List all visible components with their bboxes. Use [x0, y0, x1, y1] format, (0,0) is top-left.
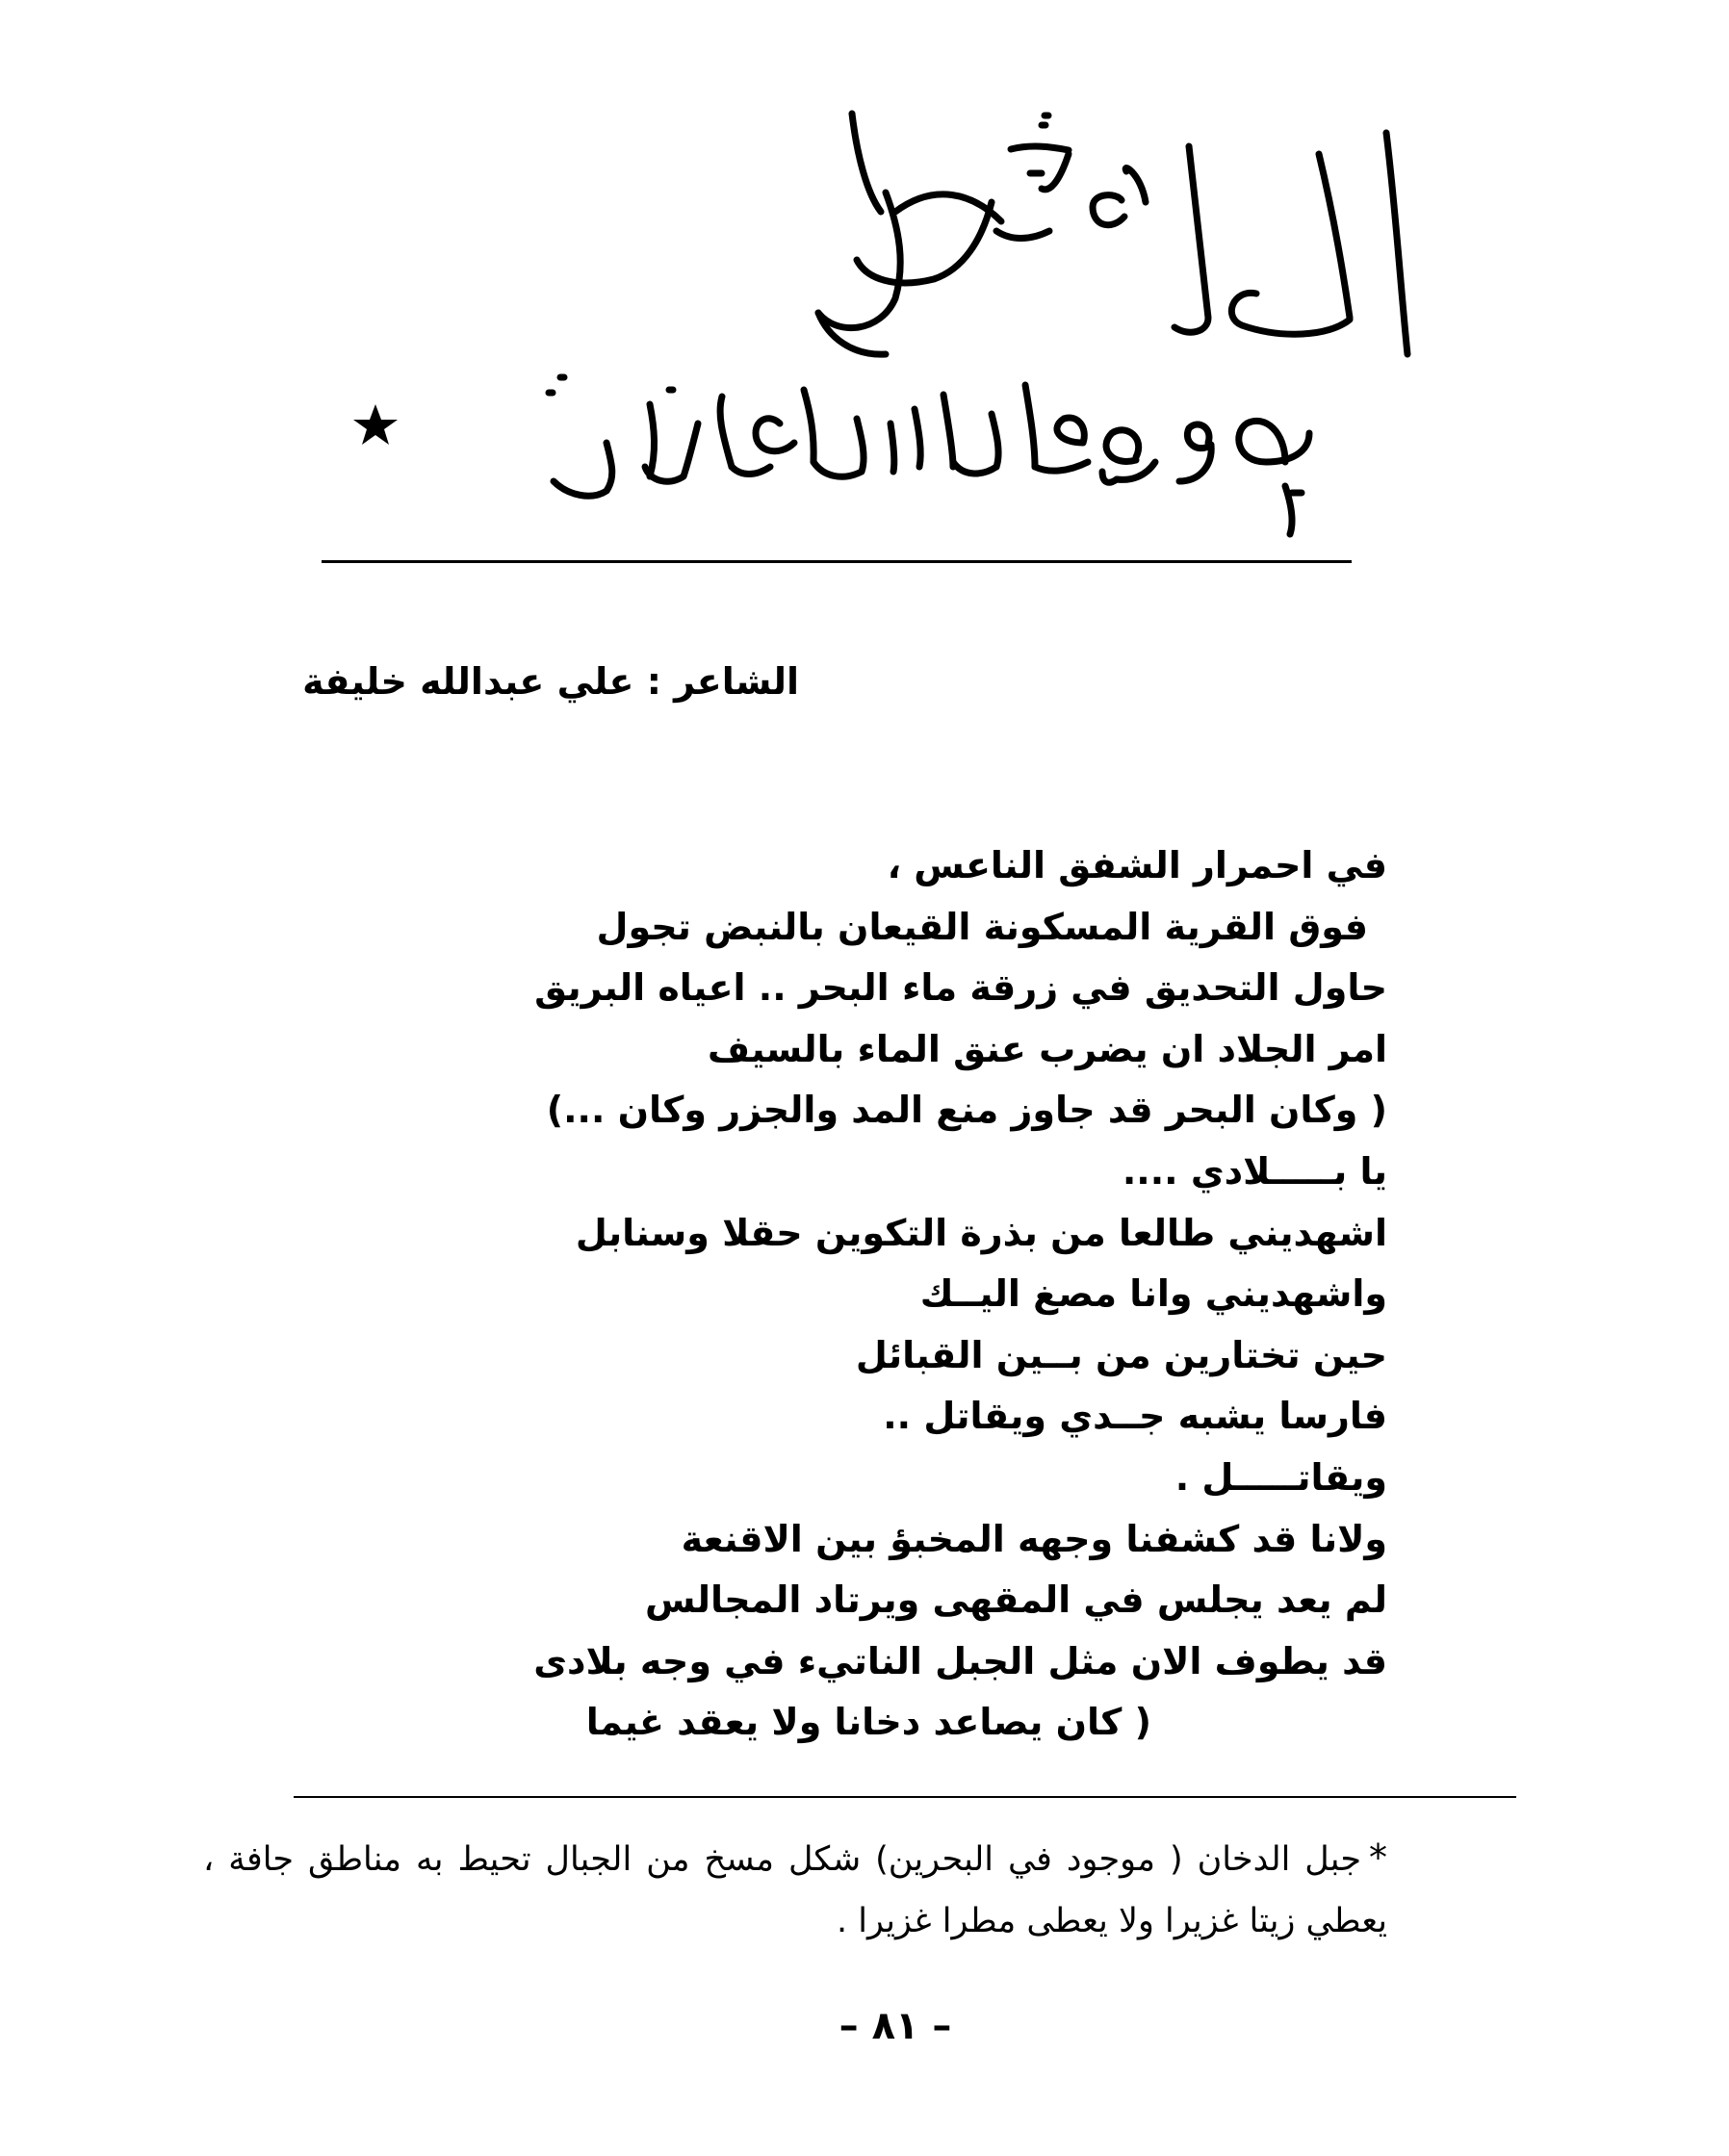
- poem-line: ولانا قد كشفنا وجهه المخبؤ بين الاقنعة: [681, 1517, 1387, 1560]
- poem-line: فارسا يشبه جــدي ويقاتل ..: [883, 1395, 1387, 1438]
- poem-line: حين تختارين من بــين القبائل: [855, 1333, 1387, 1376]
- poem-line: ( كان يصاعد دخانا ولا يعقد غيما: [585, 1701, 1151, 1744]
- poem-line: فوق القرية المسكونة القيعان بالنبض تجول: [596, 905, 1368, 948]
- poem-line: اشهديني طالعا من بذرة التكوين حقلا وسنابل: [575, 1211, 1387, 1254]
- poem-line: يا بـــــلادي ....: [1122, 1149, 1387, 1193]
- poem-line: ( وكان البحر قد جاوز منع المد والجزر وكان ...): [546, 1089, 1387, 1132]
- poem-line: لم يعد يجلس في المقهى ويرتاد المجالس: [645, 1578, 1387, 1622]
- title-divider: [322, 560, 1352, 563]
- poem-body: [136, 835, 1387, 1754]
- poem-line: ويقاتـــــل .: [1174, 1455, 1387, 1499]
- poem-line: واشهديني وانا مصغ اليــك: [919, 1272, 1387, 1316]
- footnote-mark: *: [1369, 1836, 1387, 1879]
- poem-line: قد يطوف الان مثل الجبل الناتيء في وجه بلادى: [533, 1639, 1387, 1682]
- page-number: – ٨١ –: [839, 2004, 952, 2048]
- poem-line: في احمرار الشفق الناعس ،: [887, 844, 1387, 886]
- footnote-text: جبل الدخان ( موجود في البحرين) شكل مسخ من الجبال تحيط به مناطق جافة ، يعطي زيتا غزيرا ولا يعطى مطرا غزيرا .: [203, 1840, 1387, 1940]
- footnote-divider: [294, 1796, 1516, 1798]
- poem-line: حاول التحديق في زرقة ماء البحر .. اعياه البريق: [534, 966, 1387, 1010]
- footnote: [203, 1827, 1387, 1952]
- handwritten-title: [318, 96, 1425, 549]
- poem-line: امر الجلاد ان يضرب عنق الماء بالسيف: [707, 1027, 1387, 1070]
- poet-name: الشاعر : علي عبدالله خليفة: [302, 660, 799, 703]
